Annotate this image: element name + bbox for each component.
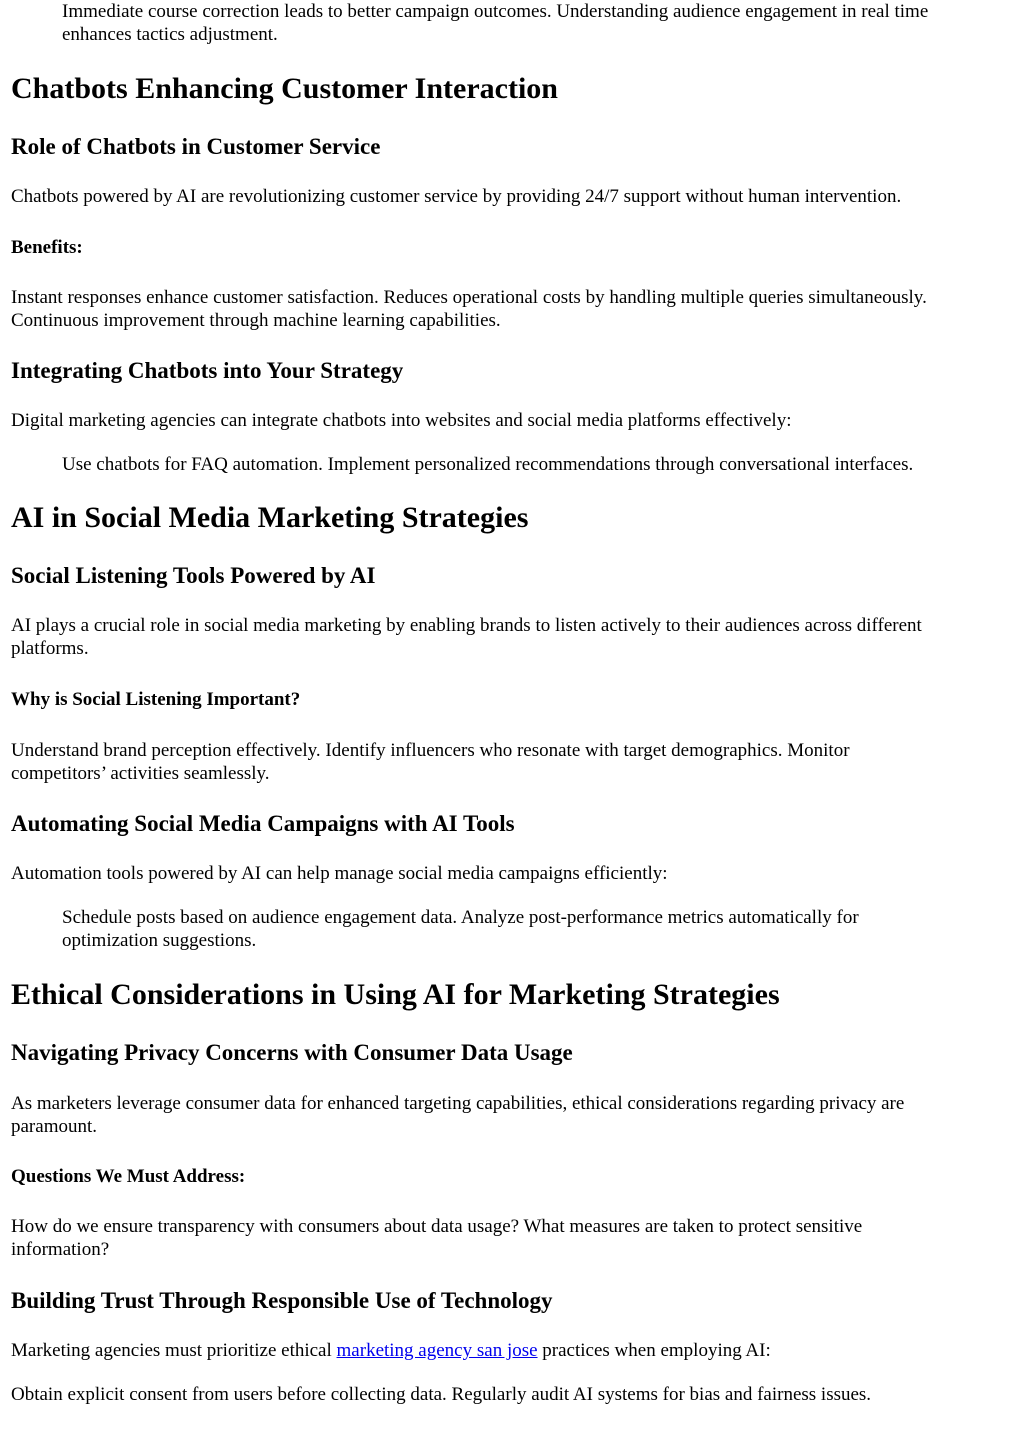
section-heading-social-media: AI in Social Media Marketing Strategies <box>11 501 529 534</box>
minor-heading-why-social-listening: Why is Social Listening Important? <box>11 689 301 710</box>
paragraph-benefits-line-1: Instant responses enhance customer satisfaction. Reduces operational costs by handling multiple queries simultaneously. <box>11 287 927 308</box>
subheading-social-listening-tools: Social Listening Tools Powered by AI <box>11 563 376 588</box>
paragraph-why-social-listening-line-2: competitors’ activities seamlessly. <box>11 763 270 784</box>
paragraph-questions-line-2: information? <box>11 1239 110 1260</box>
intro-paragraph-line-2: enhances tactics adjustment. <box>62 24 278 45</box>
paragraph-benefits-line-2: Continuous improvement through machine learning capabilities. <box>11 310 501 331</box>
minor-heading-questions: Questions We Must Address: <box>11 1166 246 1187</box>
subheading-automating-campaigns: Automating Social Media Campaigns with AI Tools <box>11 811 515 836</box>
subheading-integrating-chatbots: Integrating Chatbots into Your Strategy <box>11 358 404 383</box>
paragraph-questions-line-1: How do we ensure transparency with consumers about data usage? What measures are taken to protect sensitive <box>11 1216 863 1237</box>
list-item-automation-line-2: optimization suggestions. <box>62 930 257 951</box>
trust-text-after-link: practices when employing AI: <box>537 1340 771 1361</box>
subheading-privacy-concerns: Navigating Privacy Concerns with Consumer Data Usage <box>11 1040 573 1065</box>
paragraph-privacy-line-1: As marketers leverage consumer data for enhanced targeting capabilities, ethical considerations regarding privacy are <box>11 1093 905 1114</box>
intro-paragraph-line-1: Immediate course correction leads to better campaign outcomes. Understanding audience engagement in real time <box>62 1 929 22</box>
paragraph-privacy-line-2: paramount. <box>11 1116 98 1137</box>
paragraph-social-listening-line-2: platforms. <box>11 638 89 659</box>
minor-heading-benefits: Benefits: <box>11 237 83 258</box>
section-heading-chatbots: Chatbots Enhancing Customer Interaction <box>11 72 558 105</box>
paragraph-role-of-chatbots: Chatbots powered by AI are revolutionizing customer service by providing 24/7 support without human intervention. <box>11 186 902 207</box>
paragraph-trust-actions: Obtain explicit consent from users before collecting data. Regularly audit AI systems for bias and fairness issues. <box>11 1384 872 1405</box>
trust-text-before-link: Marketing agencies must prioritize ethical <box>11 1340 337 1361</box>
list-item-automation-line-1: Schedule posts based on audience engagement data. Analyze post-performance metrics automatically for <box>62 907 859 928</box>
subheading-building-trust: Building Trust Through Responsible Use of Technology <box>11 1288 553 1313</box>
list-item-chatbot-uses: Use chatbots for FAQ automation. Implement personalized recommendations through conversational interfaces. <box>62 454 914 475</box>
paragraph-building-trust <box>11 1339 771 1362</box>
paragraph-social-listening-line-1: AI plays a crucial role in social media marketing by enabling brands to listen actively to their audiences across different <box>11 615 922 636</box>
section-heading-ethics: Ethical Considerations in Using AI for Marketing Strategies <box>11 978 780 1011</box>
paragraph-automating-campaigns: Automation tools powered by AI can help manage social media campaigns efficiently: <box>11 863 668 884</box>
paragraph-why-social-listening-line-1: Understand brand perception effectively. Identify influencers who resonate with target demographics. Monitor <box>11 740 850 761</box>
paragraph-integrating-chatbots: Digital marketing agencies can integrate chatbots into websites and social media platforms effectively: <box>11 410 792 431</box>
subheading-role-of-chatbots: Role of Chatbots in Customer Service <box>11 134 381 159</box>
marketing-agency-san-jose-link[interactable]: marketing agency san jose <box>336 1340 538 1361</box>
